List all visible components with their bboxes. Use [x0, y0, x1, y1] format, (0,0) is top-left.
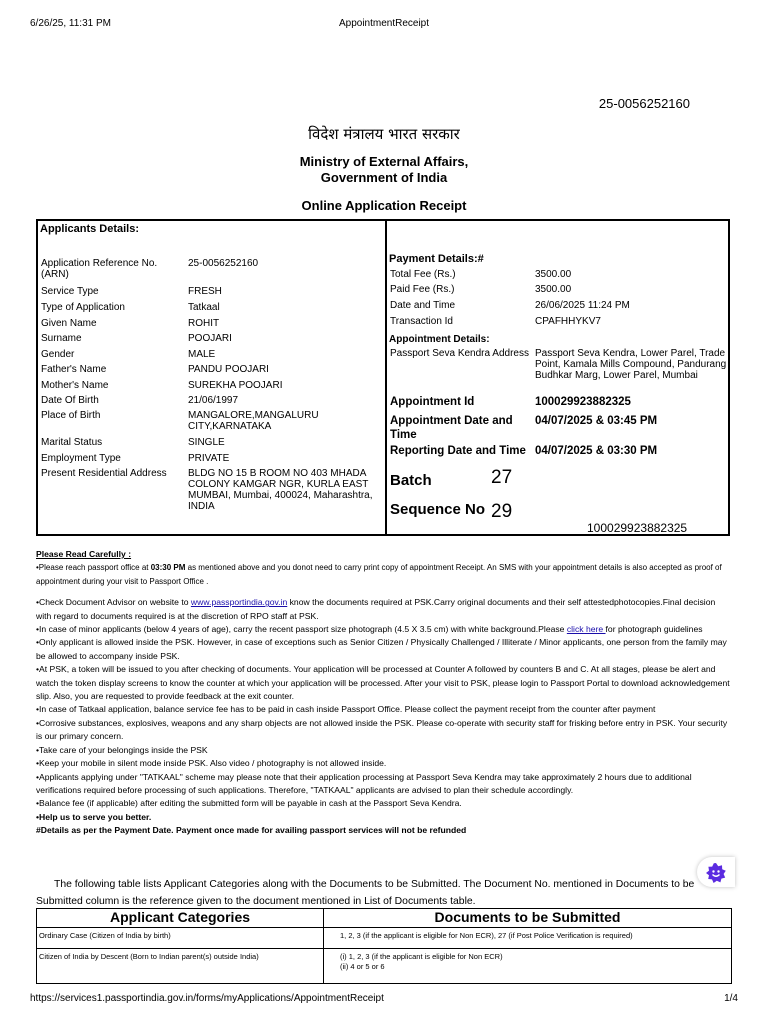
print-datetime: 6/26/25, 11:31 PM: [30, 18, 111, 29]
note-2: •Check Document Advisor on website to www.passportindia.gov.in know the documents required at PSK.Carry original documents and their self attestedphotocopies.Final decision with regard to documents required is at the discretion of RPO staff at PSK.: [36, 597, 716, 621]
table-header-row: [37, 909, 732, 928]
note-3: •In case of minor applicants (below 4 years of age), carry the recent passport size photograph (4.5 X 3.5 cm) with white background.Please click here for photograph guidelines: [36, 624, 703, 635]
documents-cell: (i) 1, 2, 3 (if the applicant is eligible for Non ECR) (ii) 4 or 5 or 6: [324, 949, 732, 984]
print-footer: [30, 993, 738, 1004]
payment-heading: Payment Details:#: [389, 253, 484, 265]
batch-value: 27: [491, 467, 513, 488]
print-page-title: AppointmentReceipt: [338, 18, 430, 29]
instructions-heading: Please Read Carefully :: [36, 549, 132, 559]
smile-badge-icon: [705, 862, 727, 884]
floating-assistant-button[interactable]: [697, 857, 735, 887]
appointment-heading: Appointment Details:: [389, 334, 490, 345]
passport-site-link[interactable]: www.passportindia.gov.in: [190, 597, 288, 608]
instructions: [36, 548, 732, 838]
note-13: #Details as per the Payment Date. Payment once made for availing passport services will not be refunded: [36, 825, 467, 836]
note-5: •At PSK, a token will be issued to you after checking of documents. Your application will be processed at Counter A followed by counters B and C. At all stages, please be alert and watch the token display screens to know the counter at which your application will be processed. After your visit to PSK, please login to Passport Portal to download acknowledgement slip. Also, you are requested to provide feedback at the exit counter.: [36, 664, 730, 702]
sequence-label: Sequence No: [390, 501, 486, 518]
note-10: •Applicants applying under "TATKAAL" scheme may please note that their application processing at Passport Seva Kendra may take approximately 2 hours due to additional verifications required before processing of such applications. Therefore, "TATKAAL" applicants are advised to plan their schedule accordingly.: [36, 771, 692, 795]
note-1: •Please reach passport office at 03:30 PM as mentioned above and you donot need to carry print copy of appointment Receipt. An SMS with your appointment details is also accepted as proof of appointment during your visit to Passport Office .: [36, 563, 722, 586]
note-4: •Only applicant is allowed inside the PSK. However, in case of exceptions such as Senior Citizen / Physically Challenged / Illiterate / Minor applicants, one person from the family may be allowed to accompany inside PSK.: [36, 637, 727, 661]
categories-intro: The following table lists Applicant Categories along with the Documents to be Submitted. The Document No. mentioned in Documents to be Submitted column is the reference given to the document mentioned in List of Documents table.: [36, 879, 695, 907]
col-documents: Documents to be Submitted: [324, 909, 732, 928]
photo-guidelines-link[interactable]: click here: [566, 624, 606, 635]
print-url: https://services1.passportindia.gov.in/forms/myApplications/AppointmentReceipt: [30, 993, 384, 1004]
note-8: •Take care of your belongings inside the PSK: [36, 744, 208, 755]
table-row: [37, 949, 732, 984]
documents-cell: 1, 2, 3 (if the applicant is eligible for Non ECR), 27 (if Post Police Verification is required): [324, 928, 732, 949]
document-titles: [0, 124, 768, 213]
payment-appointment-details: Payment Details:# Total Fee (Rs.) 3500.00 Paid Fee (Rs.) 3500.00 Date and Time 26/06/2025 11:24 PM Transaction Id CPAFHHYKV7 Appointment Details: Passport Seva Kendra Address Passport Seva Kendra, Lower Parel, Trade Point, Kamala Mills Compound, Pandurang Budhkar Marg, Lower Parel, Mumbai Appointment Id 100029923882325 Appointment Date and Time 04/07/2025 & 03:45 PM Reporting Date and Time 04/07/2025 & 03:30 PM Batch 27 Sequence No 29 100029923882325: [389, 253, 727, 535]
category-cell: Citizen of India by Descent (Born to Indian parent(s) outside India): [37, 949, 324, 984]
note-7: •Corrosive substances, explosives, weapons and any sharp objects are not allowed inside the PSK. Please co-operate with security staff for frisking before entry in PSK. Your security is our primary concern.: [36, 717, 728, 742]
note-11: •Balance fee (if applicable) after editing the submitted form will be payable in cash at the Passport Seva Kendra.: [36, 798, 462, 809]
ministry-line2: Government of India: [320, 170, 448, 185]
print-page-number: 1/4: [724, 993, 738, 1004]
arn-top: 25-0056252160: [598, 96, 690, 111]
applicant-details: Applicants Details: Application Reference No. (ARN) 25-0056252160 Service Type FRESH Type of Application Tatkaal Given Name ROHIT Surname POOJARI Gender MALE Father's Name PANDU POOJARI Mother's Name SUREKHA POOJARI Date Of Birth 21/06/1997 Place of Birth MANGALORE,MANGALURU CITY,KARNATAKA Marital Status SINGLE Employment Type PRIVATE Present Residential Address BLDG NO 15 B ROOM NO 403 MHADA COLONY KAMGAR NGR, KURLA EAST MUMBAI, Mumbai, 400024, Maharashtra, INDIA: [38, 221, 387, 534]
table-row: [37, 928, 732, 949]
ministry-line1: Ministry of External Affairs,: [299, 154, 469, 169]
categories-table: [36, 908, 732, 984]
spacer: [36, 588, 732, 596]
sequence-value: 29: [491, 501, 513, 522]
note-9: •Keep your mobile in silent mode inside PSK. Also video / photography is not allowed inside.: [36, 758, 387, 769]
category-cell: Ordinary Case (Citizen of India by birth): [37, 928, 324, 949]
details-box: [36, 219, 730, 536]
batch-label: Batch: [390, 472, 432, 489]
barcode-text: 100029923882325: [587, 521, 688, 535]
note-6: •In case of Tatkaal application, balance service fee has to be paid in cash inside Passport Office. Please collect the payment receipt from the counter after payment: [36, 704, 656, 715]
col-applicant-categories: Applicant Categories: [37, 909, 324, 928]
applicant-heading: Applicants Details:: [40, 223, 140, 235]
hindi-title: विदेश मंत्रालय भारत सरकार: [308, 125, 460, 143]
note-12: •Help us to serve you better.: [36, 811, 152, 822]
receipt-title: Online Application Receipt: [301, 198, 467, 213]
